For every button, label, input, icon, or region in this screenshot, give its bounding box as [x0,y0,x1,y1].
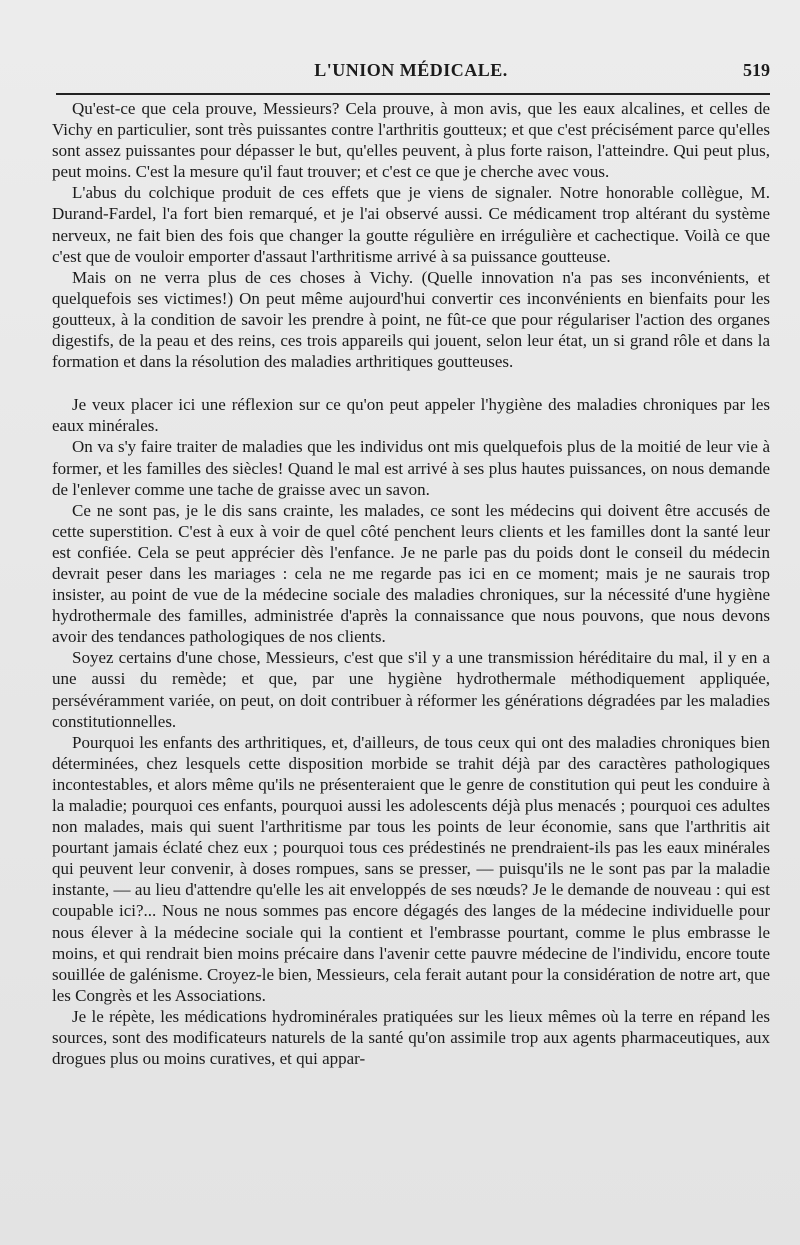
page-header [52,60,770,88]
paragraph-3: Mais on ne verra plus de ces choses à Vichy. (Quelle innovation n'a pas ses inconvénients, et quelquefois ses victimes!) On peut même aujourd'hui convertir ces inconvénients en bienfaits pour les goutteux, à la condition de savoir les prendre à point, ne fût-ce que pour régulariser l'action des organes digestifs, de la peau et des reins, ces trois appareils qui jouent, selon leur état, un si grand rôle et dans la formation et dans la résolution des maladies arthritiques goutteuses. [52,267,770,372]
body-text [52,98,770,1069]
paragraph-5: On va s'y faire traiter de maladies que les individus ont mis quelquefois plus de la moitié de leur vie à former, et les familles des siècles! Quand le mal est arrivé à ses plus hautes puissances, on nous demande de l'enlever comme une tache de graisse avec un savon. [52,437,770,499]
running-title: L'UNION MÉDICALE. [314,60,508,80]
paragraph-9: Je le répète, les médications hydrominérales pratiquées sur les lieux mêmes où la terre en répand les sources, sont des modificateurs naturels de la santé qu'on assimile trop aux agents pharmaceutiques, aux drogues plus ou moins curatives, et qui appar- [52,1006,770,1069]
page-number: 519 [743,60,770,80]
section-gap [52,372,770,394]
paragraph-4: Je veux placer ici une réflexion sur ce qu'on peut appeler l'hygiène des maladies chroniques par les eaux minérales. [52,395,770,436]
header-rule [56,93,770,95]
paragraph-2: L'abus du colchique produit de ces effets que je viens de signaler. Notre honorable collègue, M. Durand-Fardel, l'a fort bien remarqué, et je l'ai observé aussi. Ce médicament trop altérant du système nerveux, ne fait bien des fois que changer la goutte régulière en irrégulière et cachectique. Voilà ce que c'est que de vouloir emporter d'assaut l'arthritisme arrivé à sa puissance goutteuse. [52,183,770,266]
paragraph-7: Soyez certains d'une chose, Messieurs, c'est que s'il y a une transmission héréditaire du mal, il y en a une aussi du remède; et que, par une hygiène hydrothermale méthodiquement appliquée, persévéramment variée, on peut, on doit contribuer à réformer les générations dégradées par les maladies constitutionnelles. [52,648,770,731]
paragraph-1: Qu'est-ce que cela prouve, Messieurs? Cela prouve, à mon avis, que les eaux alcalines, et celles de Vichy en particulier, sont très puissantes contre l'arthritis goutteux; et que c'est précisément parce qu'elles sont assez puissantes pour dépasser le but, qu'elles peuvent, à plus forte raison, l'atteindre. Qui peut plus, peut moins. C'est la mesure qu'il faut trouver; et c'est ce que je cherche avec vous. [52,99,770,182]
paragraph-6: Ce ne sont pas, je le dis sans crainte, les malades, ce sont les médecins qui doivent être accusés de cette superstition. C'est à eux à voir de quel côté penchent leurs clients et les familles dont la santé leur est confiée. Cela se peut apprécier dès l'enfance. Je ne parle pas du poids dont le conseil du médecin devrait peser dans les mariages : cela ne me regarde pas ici en ce moment; mais je ne saurais trop insister, au point de vue de la médecine sociale des maladies chroniques, sur la nécessité d'une hygiène hydrothermale des familles, administrée d'après la connaissance que nous pouvons, que nous devons avoir des tendances pathologiques de nos clients. [52,500,770,647]
paragraph-8: Pourquoi les enfants des arthritiques, et, d'ailleurs, de tous ceux qui ont des maladies chroniques bien déterminées, chez lesquels cette disposition morbide se trahit déjà par des caractères pathologiques incontestables, et alors même qu'ils ne présenteraient que le genre de constitution qui peut les conduire à la maladie; pourquoi ces enfants, pourquoi aussi les adolescents déjà plus menacés ; pourquoi ces adultes non malades, mais qui suent l'arthritisme par tous les points de leur économie, sans que l'arthritis ait pourtant jamais éclaté chez eux ; pourquoi tous ces prédestinés ne prendraient-ils pas les eaux minérales qui peuvent leur convenir, à doses rompues, sans se presser, — puisqu'ils ne le sont pas par la maladie instante, — au lieu d'attendre qu'elle les ait enveloppés de ses nœuds? Je le demande de nouveau : qui est coupable ici?... Nous ne nous sommes pas encore dégagés des langes de la médecine individuelle pour nous élever à la médecine sociale qui la contient et l'embrasse pourtant, comme le plus embrasse le moins, et qui rendrait bien moins précaire dans l'avenir cette pauvre médecine de l'individu, encore toute souillée de galénisme. Croyez-le bien, Messieurs, cela ferait autant pour la considération de notre art, que les Congrès et les Associations. [52,732,770,1005]
